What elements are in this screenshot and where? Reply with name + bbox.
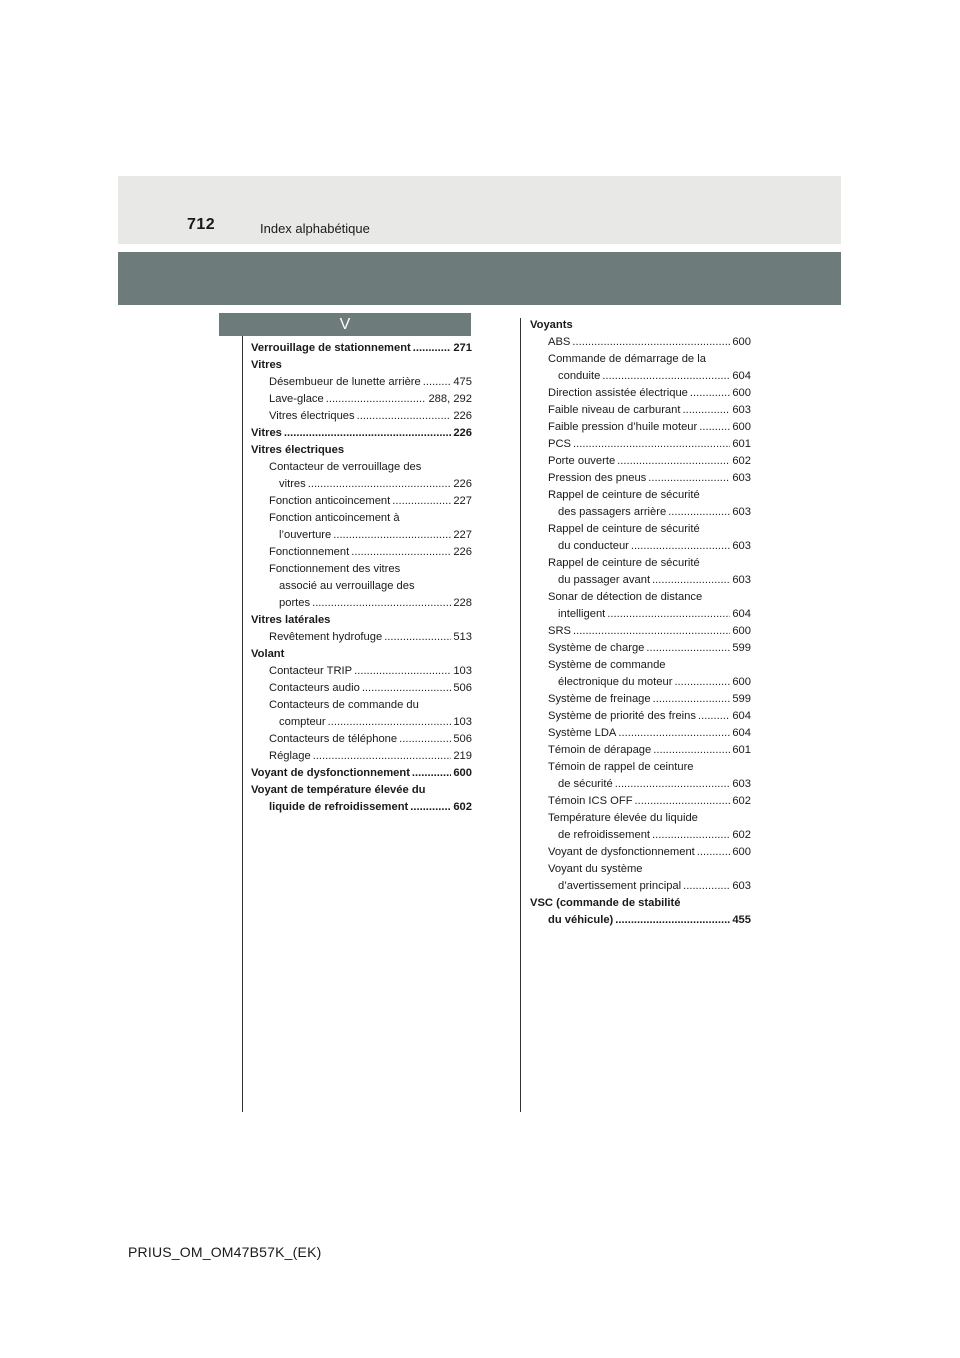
dot-leader (284, 425, 451, 442)
left-column-divider (242, 336, 243, 1112)
index-entry-label: Rappel de ceinture de sécurité (548, 489, 700, 501)
index-entry-page: 228 (453, 597, 472, 609)
dot-leader (648, 470, 730, 487)
dot-leader (631, 538, 730, 555)
index-entry (558, 504, 751, 521)
section-letter-heading: V (219, 313, 471, 336)
header-band (118, 252, 841, 305)
index-entry-label: Température élevée du liquide (548, 812, 698, 824)
index-entry-label: Volant (251, 648, 285, 660)
index-entry-label: Voyant du système (548, 863, 643, 875)
header-bar (118, 176, 841, 244)
dot-leader (635, 793, 731, 810)
index-entry-page: 603 (732, 404, 751, 416)
index-entry-label: Fonction anticoincement à (269, 512, 400, 524)
dot-leader (646, 640, 730, 657)
index-entry (548, 793, 751, 810)
index-entry-label: l’ouverture (279, 529, 332, 541)
index-entry-label: du passager avant (558, 574, 651, 586)
index-entry-page: 602 (732, 455, 751, 467)
index-entry-label: Vitres latérales (251, 614, 331, 626)
dot-leader (653, 742, 730, 759)
index-entry-page: 219 (453, 750, 472, 762)
index-entry (269, 748, 472, 765)
index-entry-label: Système de priorité des freins (548, 710, 696, 722)
index-entry-label: de sécurité (558, 778, 613, 790)
dot-leader (699, 419, 730, 436)
index-entry (548, 470, 751, 487)
dot-leader (333, 527, 451, 544)
index-entry (548, 436, 751, 453)
dot-leader (357, 408, 452, 425)
index-entry-page: 226 (453, 546, 472, 558)
index-entry (558, 368, 751, 385)
index-entry (269, 731, 472, 748)
index-entry-label: d’avertissement principal (558, 880, 682, 892)
index-entry (548, 402, 751, 419)
index-entry-page: 226 (453, 410, 472, 422)
index-entry-label: des passagers arrière (558, 506, 667, 518)
index-entry (548, 385, 751, 402)
dot-leader (351, 544, 451, 561)
index-entry-page: 600 (453, 767, 472, 779)
index-entry (548, 623, 751, 640)
dot-leader (615, 912, 730, 929)
index-entry-page: 604 (732, 710, 751, 722)
index-entry-label: Rappel de ceinture de sécurité (548, 523, 700, 535)
index-entry-label: électronique du moteur (558, 676, 673, 688)
index-entry-label: Direction assistée électrique (548, 387, 688, 399)
dot-leader (392, 493, 451, 510)
index-entry-page: 103 (453, 716, 472, 728)
index-entry-page: 600 (732, 387, 751, 399)
dot-leader (698, 708, 730, 725)
index-entry-label: Lave-glace (269, 393, 324, 405)
index-entry-label: Voyant de dysfonctionnement (548, 846, 695, 858)
index-entry-label: PCS (548, 438, 572, 450)
index-entry (558, 538, 751, 555)
index-entry (251, 765, 472, 782)
dot-leader (572, 334, 730, 351)
index-entry-page: 603 (732, 880, 751, 892)
index-entry-label: Témoin de dérapage (548, 744, 652, 756)
index-entry-label: Système de charge (548, 642, 645, 654)
index-entry-label: intelligent (558, 608, 606, 620)
index-entry-page: 506 (453, 682, 472, 694)
index-entry-page: 604 (732, 608, 751, 620)
index-entry-label: Porte ouverte (548, 455, 616, 467)
dot-leader (652, 572, 730, 589)
dot-leader (362, 680, 452, 697)
index-entry (269, 663, 472, 680)
index-entry-page: 271 (453, 342, 472, 354)
index-entry-page: 603 (732, 540, 751, 552)
middle-column-divider (520, 318, 521, 1112)
index-entry-page: 599 (732, 642, 751, 654)
dot-leader (652, 827, 730, 844)
index-entry-label: Système de commande (548, 659, 666, 671)
index-entry-label: Faible niveau de carburant (548, 404, 681, 416)
index-entry-label: conduite (558, 370, 601, 382)
index-entry-page: 226 (453, 427, 472, 439)
dot-leader (615, 776, 731, 793)
dot-leader (573, 436, 730, 453)
index-entry (269, 391, 472, 408)
index-entry-label: Fonctionnement (269, 546, 350, 558)
dot-leader (354, 663, 451, 680)
index-entry (251, 425, 472, 442)
index-entry-page: 599 (732, 693, 751, 705)
index-entry-page: 600 (732, 676, 751, 688)
dot-leader (617, 453, 730, 470)
index-entry-label: Système de freinage (548, 693, 651, 705)
dot-leader (312, 595, 451, 612)
index-entry (269, 374, 472, 391)
dot-leader (423, 374, 452, 391)
index-entry-page: 603 (732, 778, 751, 790)
index-entry (269, 629, 472, 646)
index-entry (558, 827, 751, 844)
index-entry-label: Fonctionnement des vitres (269, 563, 401, 575)
index-entry (251, 340, 472, 357)
index-entry-label: Témoin ICS OFF (548, 795, 633, 807)
document-code: PRIUS_OM_OM47B57K_(EK) (128, 1244, 322, 1260)
index-entry (548, 640, 751, 657)
dot-leader (573, 623, 730, 640)
index-entry-page: 603 (732, 574, 751, 586)
index-entry-label: Fonction anticoincement (269, 495, 391, 507)
dot-leader (328, 714, 452, 731)
index-entry (279, 476, 472, 493)
index-entry-page: 475 (453, 376, 472, 388)
index-entry-label: Faible pression d’huile moteur (548, 421, 698, 433)
index-entry-label: Contacteur de verrouillage des (269, 461, 422, 473)
index-entry (548, 691, 751, 708)
index-entry-page: 602 (732, 829, 751, 841)
index-entry-page: 603 (732, 506, 751, 518)
index-entry-page: 603 (732, 472, 751, 484)
dot-leader (618, 725, 730, 742)
index-entry (269, 408, 472, 425)
index-entry-label: ABS (548, 336, 571, 348)
dot-leader (683, 878, 730, 895)
index-entry-label: Sonar de détection de distance (548, 591, 703, 603)
index-entry-label: Voyants (530, 319, 573, 331)
index-entry-page: 604 (732, 370, 751, 382)
index-entry-page: 513 (453, 631, 472, 643)
dot-leader (697, 844, 731, 861)
index-entry (269, 680, 472, 697)
index-entry (279, 714, 472, 731)
index-entry-label: Vitres électriques (251, 444, 345, 456)
dot-leader (326, 391, 427, 408)
index-entry-page: 604 (732, 727, 751, 739)
index-entry (558, 674, 751, 691)
index-entry (548, 742, 751, 759)
index-entry (269, 799, 472, 816)
index-entry-label: liquide de refroidissement (269, 801, 409, 813)
index-entry-page: 602 (732, 795, 751, 807)
index-entry-label: associé au verrouillage des (279, 580, 415, 592)
index-entry-label: Pression des pneus (548, 472, 647, 484)
index-entry (558, 606, 751, 623)
index-entry-label: Contacteurs de téléphone (269, 733, 398, 745)
index-entry (558, 878, 751, 895)
dot-leader (384, 629, 451, 646)
index-entry (548, 708, 751, 725)
dot-leader (674, 674, 730, 691)
index-entry-page: 103 (453, 665, 472, 677)
index-entry-label: Vitres (251, 359, 282, 371)
index-entry-page: 227 (453, 495, 472, 507)
index-entry-label: portes (279, 597, 311, 609)
dot-leader (682, 402, 730, 419)
index-entry-label: Désembueur de lunette arrière (269, 376, 421, 388)
index-entry-label: Revêtement hydrofuge (269, 631, 383, 643)
index-entry-page: 600 (732, 421, 751, 433)
index-entry-page: 226 (453, 478, 472, 490)
index-entry-label: vitres (279, 478, 306, 490)
dot-leader (410, 799, 451, 816)
index-entry (269, 544, 472, 561)
index-entry (279, 527, 472, 544)
index-entry-label: Vitres (251, 427, 282, 439)
index-entry-label: de refroidissement (558, 829, 651, 841)
index-entry (558, 572, 751, 589)
index-entry-page: 506 (453, 733, 472, 745)
dot-leader (412, 765, 451, 782)
index-entry-label: Commande de démarrage de la (548, 353, 706, 365)
index-entry (548, 844, 751, 861)
index-entry-page: 600 (732, 625, 751, 637)
dot-leader (690, 385, 730, 402)
index-entry-page: 227 (453, 529, 472, 541)
index-entry (279, 595, 472, 612)
index-entry (548, 453, 751, 470)
index-entry-label: VSC (commande de stabilité (530, 897, 681, 909)
index-entry-label: SRS (548, 625, 572, 637)
dot-leader (653, 691, 731, 708)
index-entry-label: Réglage (269, 750, 311, 762)
index-entry-page: 601 (732, 744, 751, 756)
dot-leader (308, 476, 452, 493)
index-entry (269, 493, 472, 510)
dot-leader (313, 748, 452, 765)
index-entry-page: 455 (732, 914, 751, 926)
index-entry-label: Vitres électriques (269, 410, 355, 422)
index-entry (558, 776, 751, 793)
index-entry-label: Rappel de ceinture de sécurité (548, 557, 700, 569)
index-entry-page: 288, 292 (428, 393, 472, 405)
index-entry (548, 334, 751, 351)
index-entry-page: 600 (732, 336, 751, 348)
index-entry-label: Voyant de température élevée du (251, 784, 426, 796)
dot-leader (607, 606, 730, 623)
dot-leader (413, 340, 452, 357)
dot-leader (668, 504, 730, 521)
index-entry-label: Contacteur TRIP (269, 665, 353, 677)
index-entry-page: 600 (732, 846, 751, 858)
index-entry-label: du conducteur (558, 540, 629, 552)
index-entry-label: Contacteurs audio (269, 682, 360, 694)
index-entry-label: compteur (279, 716, 326, 728)
index-entry-label: Contacteurs de commande du (269, 699, 419, 711)
page-title: Index alphabétique (260, 221, 370, 236)
index-entry (548, 419, 751, 436)
index-entry-label: Témoin de rappel de ceinture (548, 761, 694, 773)
index-entry-label: Verrouillage de stationnement (251, 342, 411, 354)
dot-leader (602, 368, 730, 385)
dot-leader (399, 731, 451, 748)
index-entry (548, 912, 751, 929)
page-number: 712 (187, 216, 216, 233)
index-entry-label: Système LDA (548, 727, 617, 739)
index-entry-label: Voyant de dysfonctionnement (251, 767, 410, 779)
index-entry-page: 602 (453, 801, 472, 813)
index-entry-page: 601 (732, 438, 751, 450)
index-entry-label: du véhicule) (548, 914, 614, 926)
index-entry (548, 725, 751, 742)
